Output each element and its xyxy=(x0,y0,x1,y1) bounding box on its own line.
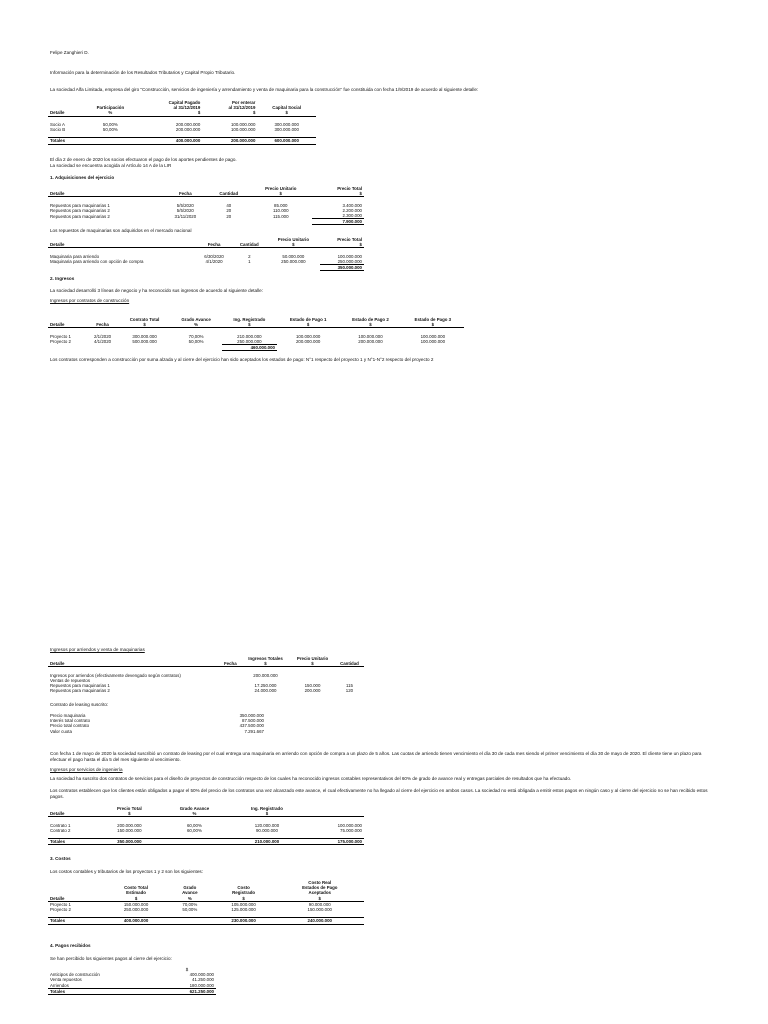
table-cell: 24.000.000 xyxy=(254,688,277,694)
column-header: Ing. Registrado $ xyxy=(222,317,277,328)
totals-row xyxy=(48,219,364,225)
table-header-row xyxy=(48,100,316,116)
acquisitions-parts-table xyxy=(48,186,364,225)
table-cell: 175.000.000 xyxy=(305,839,364,845)
table-cell: Totales xyxy=(48,918,104,924)
engineering-table xyxy=(48,806,364,845)
table-cell: 60,00% xyxy=(186,822,202,828)
table-cell: Valor cuota xyxy=(50,728,72,734)
column-header xyxy=(305,806,364,817)
table-header-row xyxy=(48,317,464,328)
table-cell: 200.000.000 xyxy=(175,127,201,133)
table-cell xyxy=(220,688,241,693)
column-header: Detalle xyxy=(48,237,196,248)
table-cell: 437.500.000 xyxy=(239,723,264,729)
table-cell: 17.250.000 xyxy=(254,683,277,689)
table-cell: 100.000.000 xyxy=(420,339,446,345)
rent-sales-table xyxy=(48,656,364,693)
totals-row xyxy=(48,839,364,845)
table-cell: Proyecto 1 xyxy=(50,901,71,907)
table-cell: 200.000.000 xyxy=(358,339,383,345)
table-cell xyxy=(82,138,138,144)
table-cell: 20 xyxy=(226,207,232,213)
table-cell: 300.000.000 xyxy=(132,333,157,339)
rent-subtitle: Ingresos por arriendos y venta de maquinarias xyxy=(50,647,145,652)
construction-subtitle: Ingresos por contratos de construcción xyxy=(50,298,130,303)
totals-row xyxy=(48,138,316,144)
column-header: Cantidad xyxy=(232,237,267,248)
table-cell xyxy=(168,918,212,924)
total-value: 460.000.000 xyxy=(222,345,277,351)
table-cell: 400.000.000 xyxy=(139,138,203,144)
table-cell: Socio A xyxy=(50,121,65,127)
column-header: Grado Avance % xyxy=(159,806,229,817)
table-cell: Repuestos para maquinarias 1 xyxy=(50,683,110,689)
column-header: Estado de Pago 3 $ xyxy=(402,317,464,328)
column-header: Grado Avance % xyxy=(170,317,221,328)
total-value: 350.000.000 xyxy=(320,265,364,271)
table-cell xyxy=(159,839,229,845)
intro-text: Información para la determinación de los Resultados Tributarios y Capital Propio Tributario. xyxy=(50,70,236,75)
column-header: Ingresos Totales $ xyxy=(241,656,290,667)
column-header: Precio Total $ xyxy=(99,806,159,817)
column-header: Detalle xyxy=(48,880,104,901)
table-cell: 60,00% xyxy=(186,827,202,833)
table-cell: Arriendos xyxy=(50,982,69,988)
table-cell: 200.000.000 xyxy=(253,672,278,678)
column-header: Fecha xyxy=(196,237,232,248)
column-header: Precio Unitario $ xyxy=(249,186,312,197)
table-cell: 4/1/2020 xyxy=(94,339,112,345)
engineering-text-1: La sociedad ha suscrito dos contratos de servicios para el diseño de proyectos de construcción respecto de los cuales ha reconocido ingresos contables representativos del 60% de grado de avance real y entregas parciales de resultados que ha efectuado. xyxy=(50,776,572,781)
total-value: 7.900.000 xyxy=(312,219,364,225)
note-regime: La sociedad se encuentra acogida al Artículo 14 A de la LIR xyxy=(50,163,172,168)
column-header: Cantidad xyxy=(208,186,249,197)
table-cell: 100.000.000 xyxy=(295,333,321,339)
table-cell: Maquinaria para arriendo xyxy=(50,253,100,259)
costs-table xyxy=(48,880,364,925)
acquisitions-machinery-table xyxy=(48,237,364,271)
section-2-title: 2. Ingresos xyxy=(50,276,75,281)
table-cell: 100.000.000 xyxy=(358,333,383,339)
table-cell: 210.000.000 xyxy=(237,333,262,339)
engineering-subtitle: Ingresos por servicios de ingeniería xyxy=(50,767,123,772)
column-header: Fecha xyxy=(162,186,208,197)
table-cell: 400.000.000 xyxy=(189,972,214,978)
table-cell: 50,00% xyxy=(102,121,118,127)
table-cell: Maquinaria para arriendo con opción de compra xyxy=(50,259,144,265)
table-cell: 240.000.000 xyxy=(276,918,364,924)
section-4-title: 4. Pagos recibidos xyxy=(50,943,91,948)
note-payment: El día 2 de enero de 2020 los socios efectuaron el pago de los aportes pendientes de pago. xyxy=(50,157,237,162)
column-header: Detalle xyxy=(48,806,99,817)
column-header: Estado de Pago 1 $ xyxy=(277,317,339,328)
table-cell: 115 xyxy=(345,683,353,689)
leasing-text: Con fecha 1 de mayo de 2020 la sociedad suscribió un contrato de leasing por el cual entrega una maquinaria en arriendo con opción de compra a un plazo de 5 años. Las cuotas de arriendo tienen vencimiento el día 30 de cada mes siendo el primer vencimiento el día 30 de mayo de 2020. El cliente tiene un plazo para efectuar el pago hasta el día 5 del mes siguiente al vencimiento. xyxy=(50,751,702,762)
table-cell: Proyecto 2 xyxy=(50,907,71,913)
table-cell: 115.000 xyxy=(272,213,289,219)
table-cell: 300.000.000 xyxy=(274,121,299,127)
column-header: Cantidad xyxy=(335,656,364,667)
section-3-title: 3. Costos xyxy=(50,856,71,861)
leasing-title: Contrato de leasing suscrito: xyxy=(50,702,109,707)
table-header-row xyxy=(48,656,364,667)
table-cell: 150.000.000 xyxy=(117,827,142,833)
table-cell: 250.000.000 xyxy=(337,258,362,264)
table-cell: Repuestos para maquinarias 1 xyxy=(50,202,110,208)
table-cell: 3.400.000 xyxy=(342,202,362,208)
table-header-row xyxy=(48,186,364,197)
table-cell: Ingresos por arriendos (efectivamente devengado según contratos) xyxy=(50,672,181,678)
table-cell: 100.000.000 xyxy=(230,127,256,133)
table-cell: 230.000.000 xyxy=(212,918,276,924)
construction-contracts-table xyxy=(48,317,464,351)
table-cell: 7.291.667 xyxy=(244,728,264,734)
partners-table xyxy=(48,100,316,145)
table-cell: 41.250.000 xyxy=(192,977,214,983)
engineering-text-2: Los contratos establecen que los clientes están obligados a pagar el 50% del precio de los contratos una vez alcanzado este avance, el cual efectivamente no ha llegado al cierre del ejercicio en ambos casos. La sociedad no está obligada a emitir estos pagos en ningún caso y al cierre del ejercicio no se han recibido estos pagos. xyxy=(50,788,708,799)
column-header: Estado de Pago 2 $ xyxy=(339,317,401,328)
column-header: Capital Pagado al 31/12/2019 $ xyxy=(139,100,203,116)
table-cell: 150.000.000 xyxy=(307,907,332,913)
table-cell: 600.000.000 xyxy=(257,138,316,144)
table-cell: 2 xyxy=(248,253,251,259)
table-cell: 200.000.000 xyxy=(202,138,257,144)
column-header: Precio Total $ xyxy=(320,237,364,248)
table-cell: 90.000.000 xyxy=(308,901,331,907)
totals-row xyxy=(48,265,364,271)
table-row xyxy=(48,729,266,734)
table-cell: 250.000.000 xyxy=(281,259,306,265)
table-cell: 70,00% xyxy=(188,333,204,339)
table-header-row xyxy=(48,880,364,901)
column-header: Detalle xyxy=(48,100,82,116)
table-cell: Totales xyxy=(48,988,158,994)
table-cell: Totales xyxy=(48,839,99,845)
table-cell: 100.000.000 xyxy=(337,253,362,259)
column-header: Detalle xyxy=(48,186,162,197)
table-cell: 200.000 xyxy=(304,688,321,694)
table-cell: 400.000.000 xyxy=(104,918,168,924)
table-cell: Contrato 1 xyxy=(50,822,71,828)
table-cell: 150.000 xyxy=(304,683,321,689)
acquisitions-note: Los repuestos de maquinarias son adquiridos en el mercado nacional xyxy=(50,228,192,233)
table-cell: 210.000.000 xyxy=(229,839,304,845)
table-cell: 500.000.000 xyxy=(132,339,157,345)
table-cell: Anticipos de construcción xyxy=(50,972,100,978)
table-cell: 300.000.000 xyxy=(274,127,299,133)
column-header: Contrato Total $ xyxy=(119,317,171,328)
table-cell: 2.300.000 xyxy=(342,213,362,219)
table-cell: 4/1/2020 xyxy=(205,259,223,265)
table-cell: Interés total contrato xyxy=(50,718,91,724)
table-cell: 125.000.000 xyxy=(231,907,256,913)
table-cell: 5/5/2020 xyxy=(176,207,194,213)
column-header: Fecha xyxy=(220,656,241,667)
leasing-table xyxy=(48,713,266,734)
table-cell: 20 xyxy=(226,213,232,219)
company-text: La sociedad Alfa Limitada, empresa del giro "Construcción, servicios de ingeniería y arrendamiento y venta de maquinaria para la construcción" fue constituida con fecha 1/9/2019 de acuerdo al siguiente detalle: xyxy=(50,87,479,92)
table-cell: 2.200.000 xyxy=(342,207,362,213)
table-cell: 50,00% xyxy=(102,127,118,133)
totals-row xyxy=(48,345,464,351)
table-cell: Repuestos para maquinarias 2 xyxy=(50,688,110,694)
table-cell: 180.000.000 xyxy=(189,982,214,988)
table-cell: 50.000.000 xyxy=(282,253,305,259)
table-cell: 31/11/2020 xyxy=(174,213,197,219)
column-header: Costo Total Estimado $ xyxy=(104,880,168,901)
table-cell: 200.000.000 xyxy=(117,822,142,828)
section-4-text: Se han percibido los siguientes pagos al cierre del ejercicio: xyxy=(50,956,172,961)
table-cell: 6/30/2020 xyxy=(204,253,224,259)
section-1-title: 1. Adquisiciones del ejercicio xyxy=(50,175,115,180)
table-cell: Ventas de repuestos xyxy=(50,677,91,683)
column-header: Participación % xyxy=(82,100,138,116)
table-cell: 40 xyxy=(226,202,232,208)
table-cell: Venta repuestos xyxy=(50,977,82,983)
table-cell: Proyecto 2 xyxy=(50,339,71,345)
column-header: Costo Registrado $ xyxy=(212,880,276,901)
column-header: Fecha xyxy=(86,317,118,328)
table-cell: 350.000.000 xyxy=(239,713,264,718)
table-cell: 250.000.000 xyxy=(123,907,149,913)
table-cell: 100.000.000 xyxy=(230,121,256,127)
table-cell: 50,00% xyxy=(188,339,204,345)
table-cell: Repuestos para maquinarias 2 xyxy=(50,213,110,219)
column-header: Grado Avance % xyxy=(168,880,212,901)
column-header: Detalle xyxy=(48,656,220,667)
table-row xyxy=(48,688,364,693)
table-cell: 350.000.000 xyxy=(99,839,159,845)
totals-row xyxy=(48,988,216,994)
table-cell: 200.000.000 xyxy=(295,339,321,345)
column-header: Precio Total $ xyxy=(312,186,364,197)
table-header-row xyxy=(48,237,364,248)
table-cell: Precio maquinaria xyxy=(50,713,86,718)
payments-table xyxy=(48,967,216,995)
column-header: Precio Unitario $ xyxy=(290,656,335,667)
table-cell: 200.000.000 xyxy=(175,121,201,127)
table-cell: 105.000.000 xyxy=(231,901,256,907)
table-cell: 50,00% xyxy=(182,907,198,913)
table-cell: 70,00% xyxy=(182,901,198,907)
table-cell: Contrato 2 xyxy=(50,827,71,833)
table-cell: Repuestos para maquinarias 2 xyxy=(50,207,110,213)
section-3-text: Los costos contables y tributarios de los proyectos 1 y 2 son los siguientes: xyxy=(50,869,203,874)
currency-label: $ xyxy=(185,967,189,972)
table-cell: 90.000.000 xyxy=(255,827,278,833)
column-header: Detalle xyxy=(48,317,86,328)
column-header: Capital Social $ xyxy=(257,100,316,116)
column-header: Precio Unitario $ xyxy=(267,237,321,248)
table-cell: 85.000 xyxy=(274,202,288,208)
table-cell: Proyecto 1 xyxy=(50,333,71,339)
table-cell: Totales xyxy=(48,138,82,144)
table-cell: 120.000.000 xyxy=(254,822,280,828)
table-cell: 5/5/2020 xyxy=(176,202,194,208)
section-2-text: La sociedad desarrolló 3 líneas de negocio y ha reconocido sus ingresos de acuerdo al siguiente detalle: xyxy=(50,288,263,293)
table-cell: 120 xyxy=(345,688,354,694)
table-cell: 621.250.000 xyxy=(158,988,216,994)
table-cell: 2/1/2020 xyxy=(94,333,112,339)
table-header-row xyxy=(48,806,364,817)
table-cell: Precio total contrato xyxy=(50,723,90,729)
author-name: Felipe Zanghieri D. xyxy=(50,50,89,55)
table-cell: 75.000.000 xyxy=(340,827,362,833)
column-header: Ing. Registrado $ xyxy=(229,806,304,817)
table-cell: 1 xyxy=(248,259,251,265)
column-header: Por enterar al 31/12/2019 $ xyxy=(202,100,257,116)
table-cell: 100.000.000 xyxy=(337,822,362,828)
table-cell: 150.000.000 xyxy=(123,901,149,907)
table-cell: 250.000.000 xyxy=(237,338,262,344)
table-cell: 100.000.000 xyxy=(420,333,446,339)
table-cell: 110.000 xyxy=(272,207,289,213)
totals-row xyxy=(48,918,364,924)
column-header: Costo Real Estados de Pago Aceptados $ xyxy=(276,880,364,901)
construction-note: Los contratos corresponden a construcción por suma alzada y al cierre del ejercicio han sido aceptados los estados de pago: N°1 respecto del proyecto 1 y N°1-N°2 respecto del proyecto 2 xyxy=(50,357,434,362)
table-cell: 87.500.000 xyxy=(242,718,264,724)
table-cell: Socio B xyxy=(50,127,66,133)
